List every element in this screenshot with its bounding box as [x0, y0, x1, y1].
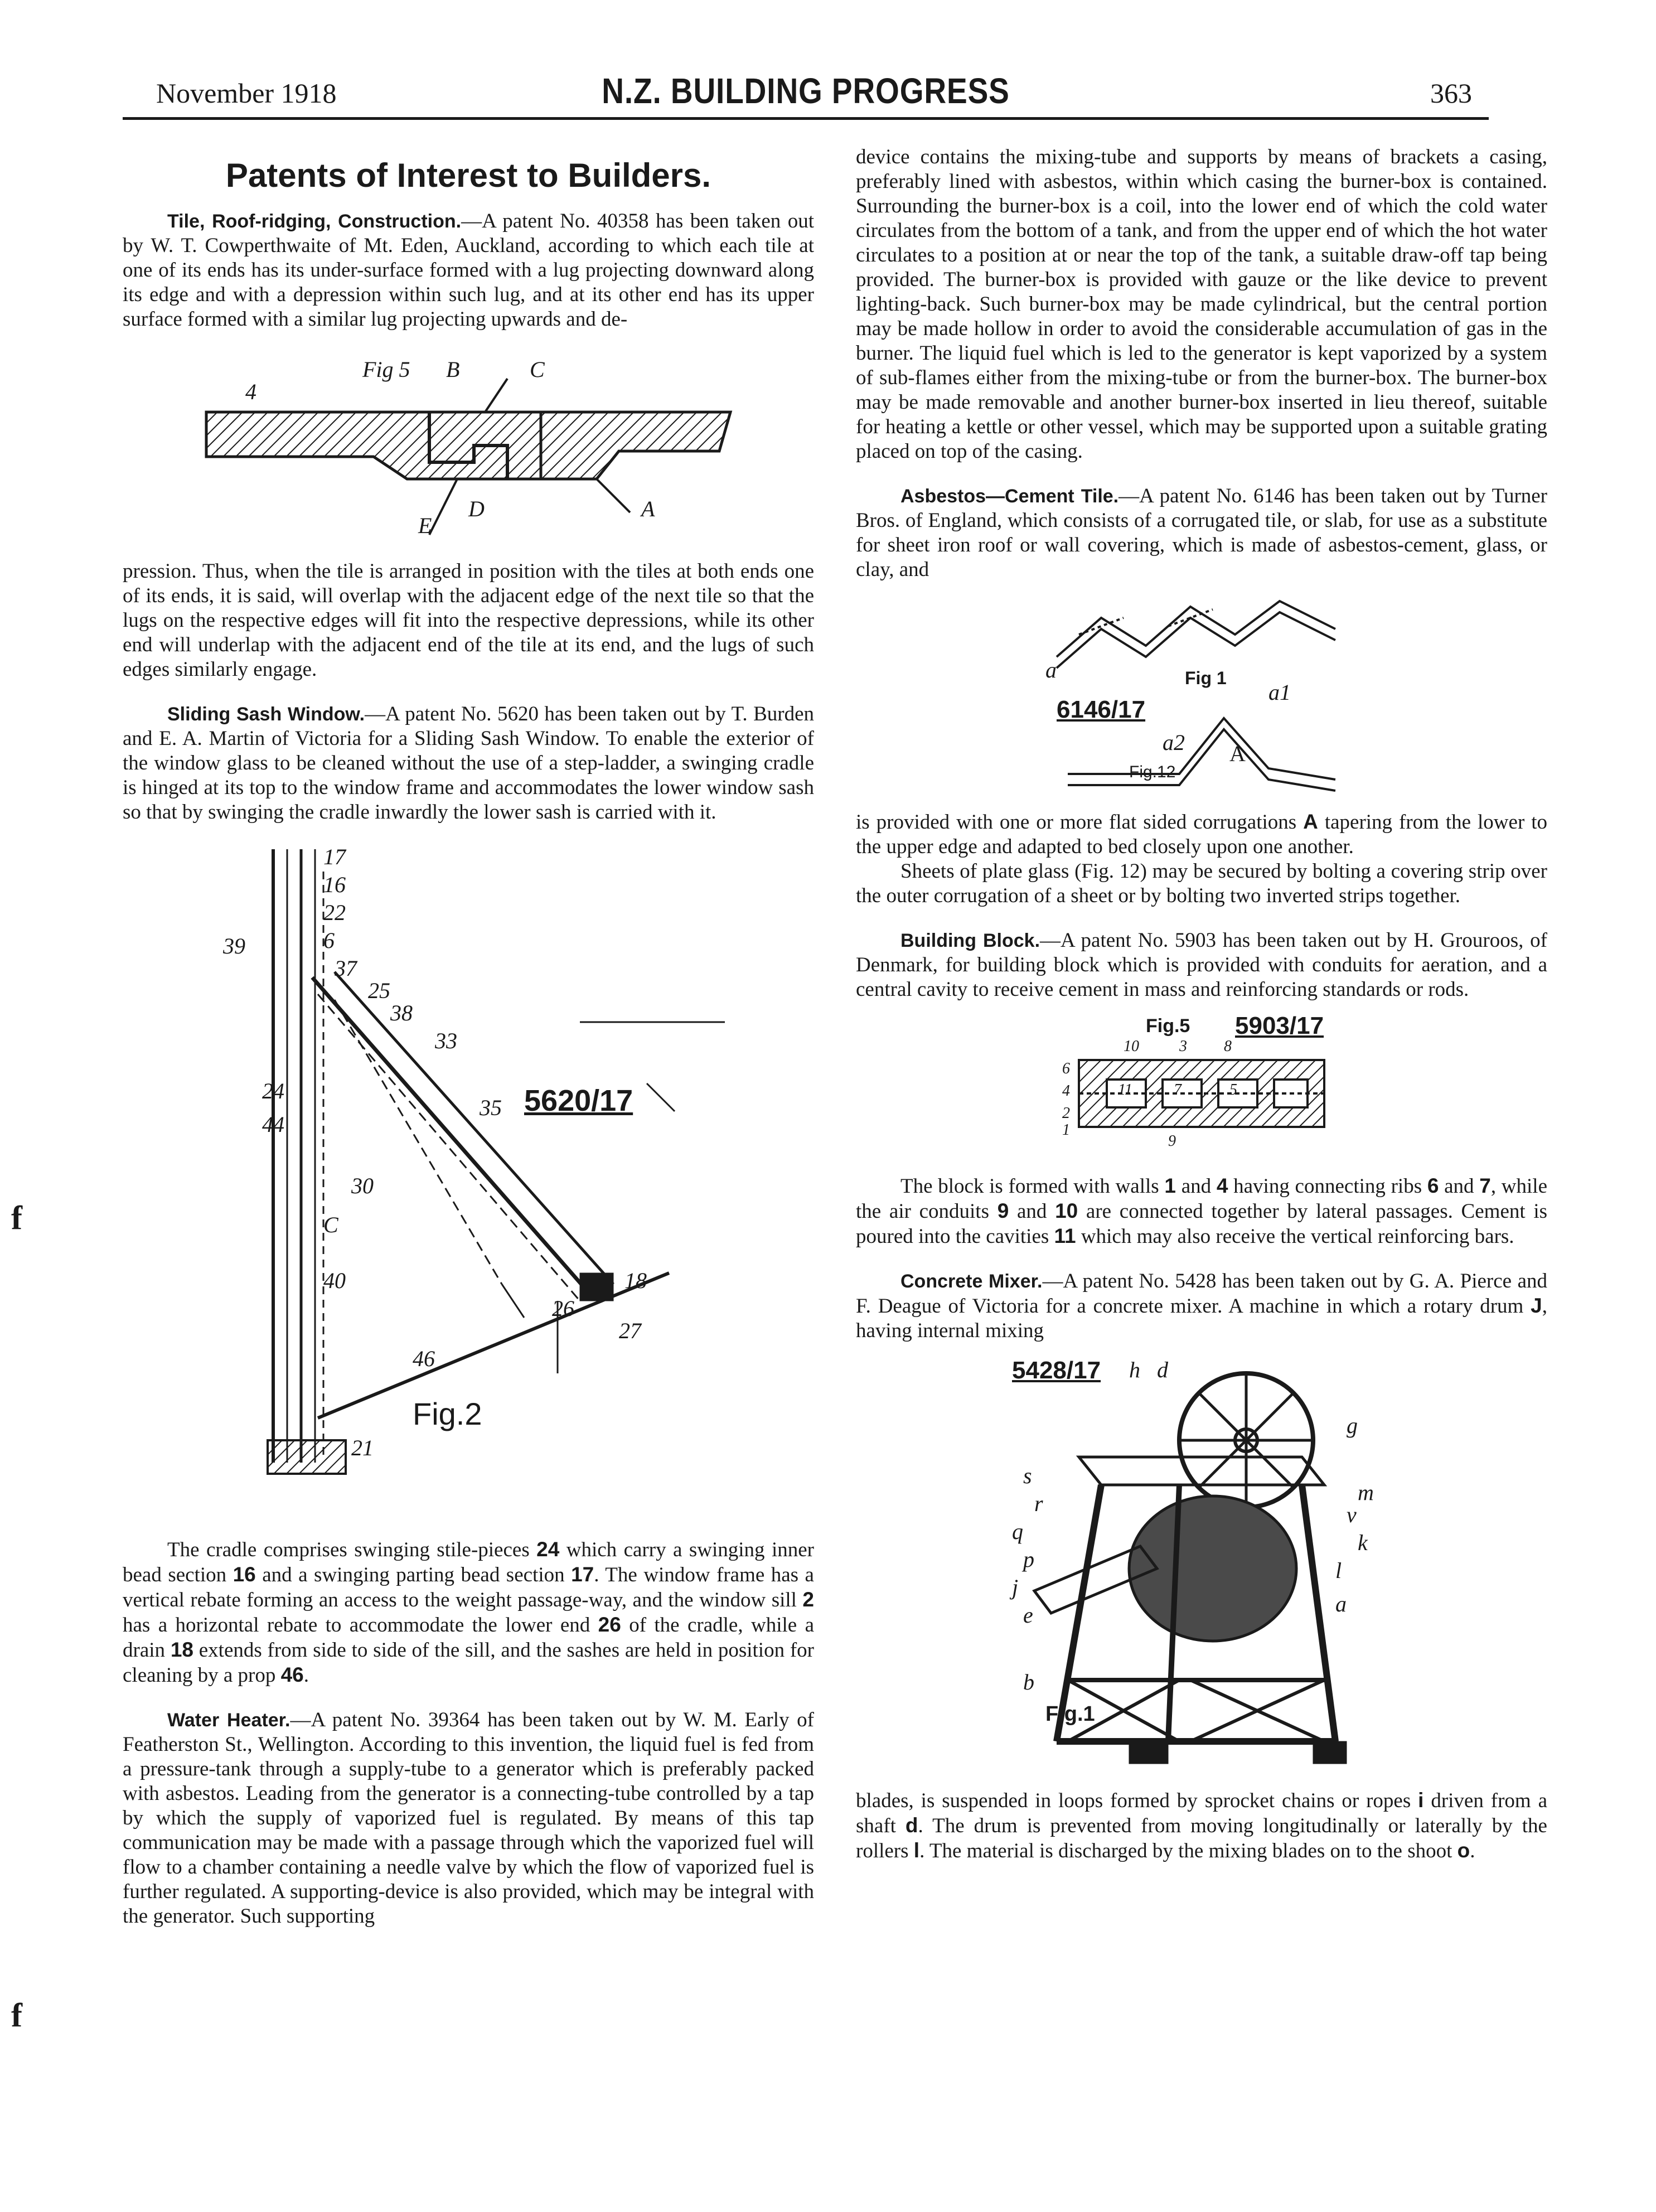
mixer-paragraph-cont: blades, is suspended in loops formed by sprocket chains or ropes i driven from a shaft d. The drum is prevented from moving longitudinally or laterally by the rollers l. The material is discharged by the mixing blades on to the shoot o.: [856, 1789, 1547, 1862]
part-number: 44: [262, 1112, 284, 1137]
block-paragraph-cont: The block is formed with walls 1 and 4 having connecting ribs 6 and 7, while the air conduits 9 and 10 are connected together by lateral passages. Cement is poured into the cavities 11 which may also receive the vertical reinforcing bars.: [856, 1174, 1548, 1248]
ref-9: 9: [997, 1199, 1009, 1222]
mixer-lead: Concrete Mixer.: [900, 1271, 1043, 1292]
heater-lead: Water Heater.: [167, 1710, 290, 1731]
part-letter: g: [1347, 1413, 1358, 1438]
sash-paragraph: [123, 702, 814, 825]
part-letter: l: [1335, 1558, 1342, 1583]
part-number: 22: [323, 900, 346, 925]
block-lead: Building Block.: [900, 930, 1040, 951]
patent-number: 6146/17: [1057, 696, 1146, 723]
fig-letter: B: [446, 357, 460, 382]
ref-o: o: [1457, 1839, 1470, 1862]
fig-label: Fig.1: [1045, 1702, 1095, 1726]
ref-d: d: [905, 1814, 918, 1837]
part-letter: a1: [1268, 680, 1291, 705]
part-letter: p: [1023, 1547, 1034, 1572]
part-number: 4: [1062, 1082, 1070, 1100]
asbestos-paragraph-cont: is provided with one or more flat sided corrugations A tapering from the lower to the upper edge and adapted to bed closely upon one another.: [856, 810, 1547, 858]
part-number: 10: [1124, 1038, 1139, 1055]
part-number: 33: [435, 1028, 457, 1053]
part-letter: q: [1012, 1519, 1023, 1544]
part-number: 1: [1062, 1121, 1070, 1139]
part-number: 30: [351, 1173, 374, 1198]
heater-paragraph: [123, 1708, 814, 1929]
block-paragraph: [856, 928, 1547, 1002]
ref-l: l: [913, 1839, 920, 1862]
tile-figure: [195, 345, 742, 546]
part-number: 40: [323, 1268, 346, 1293]
fig-label: Fig 5: [362, 357, 410, 382]
heater-paragraph-cont: device contains the mixing-tube and supports by means of brackets a casing, preferably lined with asbestos, within which casing the burner-box is contained. Surrounding the burner-box is a coil, into the lower end of which the cold water circulates from the bottom of a tank, and from the upper end of which the hot water circulates to a position at or near the top of the tank, a suitable draw-off tap being provided. The burner-box is provided with gauze or the like device to prevent lighting-back. Such burner-box may be made cylindrical, but the central portion may be made hollow in order to avoid the considerable accumulation of gas in the burner. The liquid fuel which is led to the generator is kept vaporized by a system of sub-flames either from the mixing-tube or from the burner-box. The burner-box may be made removable and another burner-box inserted in lieu thereof, suitable for heating a kettle or other vessel, which may be supported upon a suitable grating placed on top of the casing.: [856, 146, 1547, 463]
issue-date: November 1918: [156, 78, 337, 109]
ref-18: 18: [170, 1638, 193, 1661]
fig-label: Fig 1: [1185, 668, 1227, 688]
part-number: 38: [390, 1000, 413, 1025]
fig-label: Fig.2: [413, 1396, 482, 1431]
fig-label: Fig.5: [1146, 1015, 1190, 1037]
part-letter: b: [1023, 1669, 1034, 1695]
ref-16: 16: [233, 1563, 256, 1586]
sash-text: —A patent No. 5620 has been taken out by T. Burden and E. A. Martin of Victoria for a Sliding Sash Window. To enable the exterior of the window glass to be cleaned without the use of a step-ladder, a swinging cradle is hinged at its top to the window frame and accommodates the lower window sash so that by swinging the cradle inwardly the lower sash is carried with it.: [123, 703, 815, 824]
part-letter: m: [1358, 1480, 1374, 1505]
ref-10: 10: [1055, 1199, 1078, 1222]
part-number: 18: [624, 1268, 647, 1293]
part-number: 7: [1174, 1081, 1182, 1098]
block-text: —A patent No. 5903 has been taken out by H. Grouroos, of Denmark, for building block which is provided with conduits for aeration, and a central cavity to receive cement in mass and reinforcing standards or rods.: [856, 929, 1547, 1001]
part-number: 26: [552, 1296, 574, 1321]
part-letter: A: [1229, 741, 1246, 766]
part-number: 17: [323, 844, 346, 869]
mixer-figure: [1012, 1357, 1391, 1775]
ref-2: 2: [802, 1588, 814, 1611]
tile-text: —A patent No. 40358 has been taken out by W. T. Cowperthwaite of Mt. Eden, Auckland, according to which each tile at one of its ends has its under-surface formed with a lug projecting downward along its edge and with a depression within such lug, and at its other end has its upper surface formed with a similar lug projecting upwards and de-: [123, 210, 814, 331]
ref-7: 7: [1479, 1174, 1491, 1197]
fig-label: Fig.12: [1129, 763, 1176, 781]
block-figure: [1057, 1012, 1347, 1160]
fig-letter: D: [468, 496, 485, 521]
part-number: 16: [323, 872, 346, 897]
ref-6: 6: [1427, 1174, 1439, 1197]
part-number: 2: [1062, 1105, 1070, 1122]
asbestos-text: —A patent No. 6146 has been taken out by Turner Bros. of England, which consists of a corrugated tile, or slab, for use as a substitute for sheet iron roof or wall covering, which is made of asbestos-cement, glass, or clay, and: [856, 485, 1548, 581]
sash-paragraph-cont: The cradle comprises swinging stile-pieces 24 which carry a swinging inner bead section 16 and a swinging parting bead section 17. The window frame has a vertical rebate forming an access to the weight passage-way, and the window sill 2 has a horizontal rebate to accommodate the lower end 26 of the cradle, while a drain 18 extends from side to side of the sill, and the sashes are held in position for cleaning by a prop 46.: [123, 1538, 815, 1687]
patent-number: 5428/17: [1012, 1357, 1101, 1384]
ref-11: 11: [1054, 1224, 1076, 1247]
part-number: C: [323, 1212, 338, 1237]
part-letter: a: [1045, 657, 1057, 683]
part-number: 11: [1118, 1081, 1132, 1098]
article-title: Patents of Interest to Builders.: [225, 157, 711, 194]
ref-4: 4: [1216, 1174, 1228, 1197]
part-letter: v: [1347, 1502, 1357, 1527]
part-letter: a2: [1163, 730, 1185, 755]
publication-title: N.Z. BUILDING PROGRESS: [602, 71, 1010, 111]
part-number: 37: [335, 956, 357, 981]
asbestos-paragraph-glass: Sheets of plate glass (Fig. 12) may be secured by bolting a covering strip over the outer corrugation of a sheet or by bolting two inverted strips together.: [856, 860, 1547, 907]
part-letter: h: [1129, 1357, 1140, 1382]
part-number: 3: [1179, 1038, 1187, 1055]
asbestos-figure: [1045, 596, 1358, 796]
part-number: 39: [223, 933, 245, 959]
ref-A: A: [1303, 810, 1318, 833]
asbestos-lead: Asbestos—Cement Tile.: [900, 486, 1119, 507]
part-number: 6: [1062, 1060, 1070, 1077]
ref-46: 46: [280, 1663, 304, 1686]
margin-mark: f: [11, 1997, 22, 2034]
right-column: [856, 145, 1547, 1863]
part-letter: r: [1034, 1491, 1043, 1516]
part-letter: j: [1012, 1575, 1019, 1600]
ref-i: i: [1418, 1789, 1424, 1812]
ref-17: 17: [571, 1563, 594, 1586]
part-letter: k: [1358, 1530, 1368, 1555]
sash-lead: Sliding Sash Window.: [167, 704, 365, 725]
asbestos-paragraph: [856, 484, 1547, 582]
ref-1: 1: [1164, 1174, 1176, 1197]
part-letter: s: [1023, 1463, 1032, 1488]
tile-paragraph: [123, 209, 814, 332]
part-number: 5: [1229, 1081, 1237, 1098]
ref-24: 24: [536, 1538, 560, 1561]
ref-26: 26: [598, 1613, 621, 1636]
sash-figure: [190, 838, 747, 1524]
tile-paragraph-cont: pression. Thus, when the tile is arranged in position with the tiles at both ends one of its ends, it is said, will overlap with the adjacent edge of the next tile so that the lugs on the respective edges will fit into the respective depressions, while its other end will underlap with the adjacent end of the tile at its end, and the lugs of such edges similarly engage.: [123, 560, 814, 681]
margin-mark: f: [11, 1199, 22, 1236]
part-number: 6: [323, 928, 335, 953]
tile-lead: Tile, Roof-ridging, Construction.: [167, 211, 462, 232]
part-number: 21: [351, 1435, 374, 1460]
part-number: 35: [480, 1095, 502, 1120]
fig-letter: E: [418, 513, 432, 538]
patent-number: 5620/17: [524, 1084, 633, 1117]
mixer-paragraph: Concrete Mixer.—A patent No. 5428 has been taken out by G. A. Pierce and F. Deague of Victoria for a concrete mixer. A machine in which a rotary drum J, having internal mixing: [856, 1270, 1547, 1342]
page-number: 363: [1430, 78, 1472, 109]
part-number: 27: [619, 1318, 641, 1343]
heater-text: —A patent No. 39364 has been taken out by W. M. Early of Featherston St., Wellington. According to this invention, the liquid fuel is fed from a pressure-tank through a supply-tube to a generator which is preferably packed with asbestos. Leading from the generator is a connecting-tube controlled by a tap by which the supply of vaporized fuel is regulated. By means of this tap communication may be made with a passage through which the vaporized fuel will flow to a chamber containing a needle valve by which the flow of vaporized fuel is further regulated. A supporting-device is also provided, which may be integral with the generator. Such supporting: [123, 1708, 814, 1928]
patent-number: 5903/17: [1235, 1012, 1324, 1039]
part-letter: d: [1157, 1357, 1168, 1382]
fig-letter: A: [641, 496, 655, 521]
part-letter: e: [1023, 1603, 1033, 1628]
running-header: [123, 67, 1489, 120]
ref-J: J: [1531, 1294, 1542, 1317]
part-number: 46: [413, 1346, 435, 1371]
part-number: 25: [368, 978, 390, 1003]
fig-letter: 4: [245, 379, 256, 404]
part-number: 24: [262, 1078, 284, 1103]
left-column: [123, 145, 814, 1929]
part-number: 8: [1224, 1038, 1232, 1055]
fig-letter: C: [530, 357, 545, 382]
part-letter: a: [1335, 1591, 1347, 1616]
part-number: 9: [1168, 1132, 1176, 1150]
